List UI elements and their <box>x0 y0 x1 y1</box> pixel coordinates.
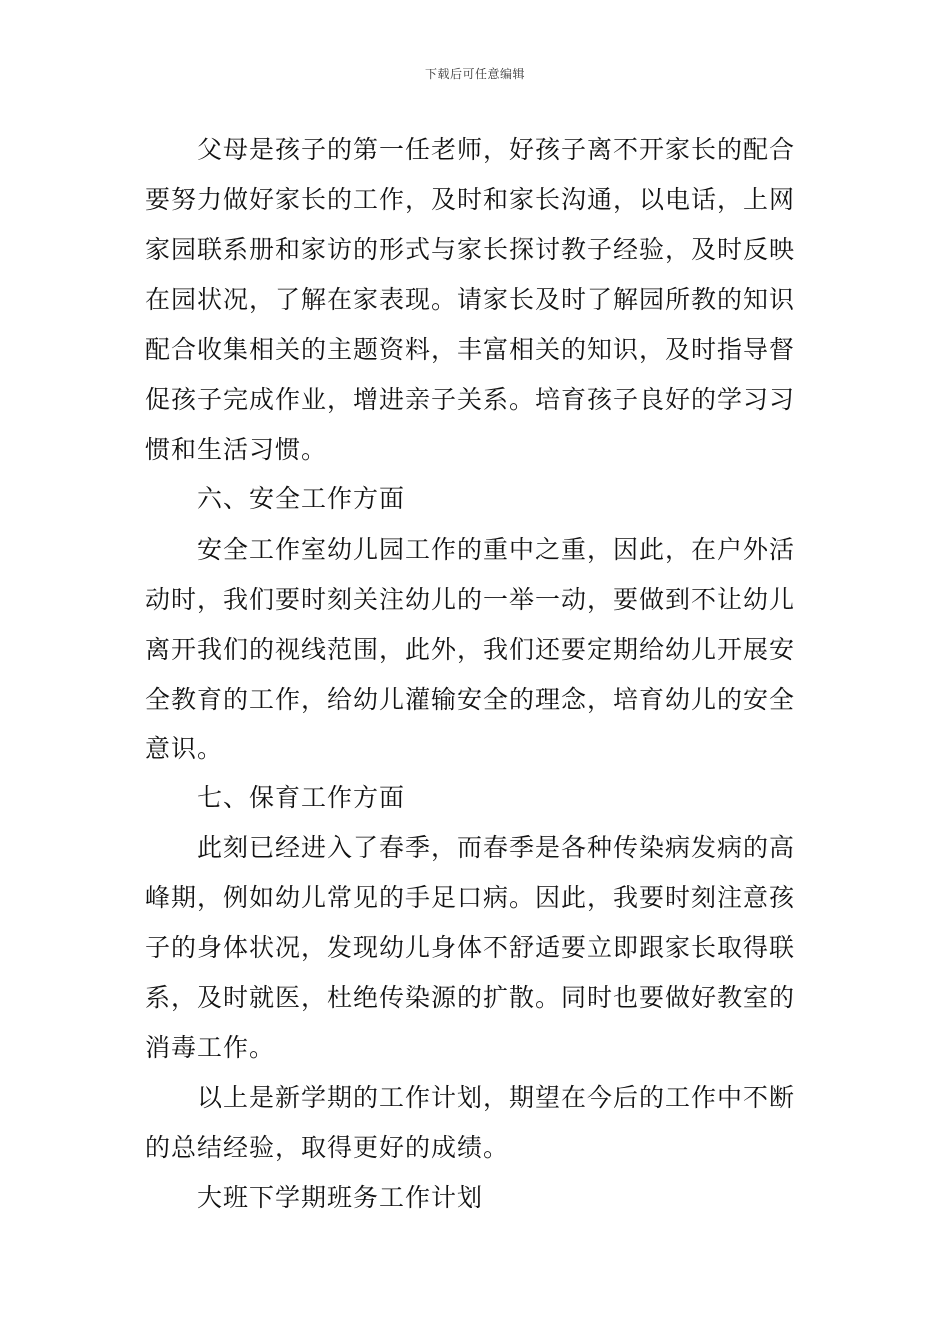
text-line: 消毒工作。 <box>145 1033 276 1062</box>
text-line: 系，及时就医，杜绝传染源的扩散。同时也要做好教室的 <box>145 983 796 1012</box>
text-line: 全教育的工作，给幼儿灌输安全的理念，培育幼儿的安全 <box>145 685 796 714</box>
text-line: 配合收集相关的主题资料，丰富相关的知识，及时指导督 <box>145 335 796 364</box>
text-line: 此刻已经进入了春季，而春季是各种传染病发病的高 <box>197 833 796 862</box>
text-line: 意识。 <box>145 734 224 763</box>
text-line: 的总结经验，取得更好的成绩。 <box>145 1133 510 1162</box>
section-heading-care: 七、保育工作方面 <box>197 783 406 812</box>
text-line: 父母是孩子的第一任老师，好孩子离不开家长的配合 <box>197 135 796 164</box>
text-line: 以上是新学期的工作计划，期望在今后的工作中不断 <box>197 1083 796 1112</box>
document-subtitle: 大班下学期班务工作计划 <box>197 1183 484 1212</box>
text-line: 动时，我们要时刻关注幼儿的一举一动，要做到不让幼儿 <box>145 585 796 614</box>
text-line: 在园状况，了解在家表现。请家长及时了解园所教的知识 <box>145 285 796 314</box>
text-line: 离开我们的视线范围，此外，我们还要定期给幼儿开展安 <box>145 635 796 664</box>
text-line: 促孩子完成作业，增进亲子关系。培育孩子良好的学习习 <box>145 385 796 414</box>
text-line: 子的身体状况，发现幼儿身体不舒适要立即跟家长取得联 <box>145 933 796 962</box>
text-line: 峰期，例如幼儿常见的手足口病。因此，我要时刻注意孩 <box>145 883 796 912</box>
text-line: 安全工作室幼儿园工作的重中之重，因此，在户外活 <box>197 535 796 564</box>
text-line: 要努力做好家长的工作，及时和家长沟通，以电话，上网 <box>145 185 796 214</box>
section-heading-safety: 六、安全工作方面 <box>197 484 406 513</box>
text-line: 惯和生活习惯。 <box>145 435 328 464</box>
text-line: 家园联系册和家访的形式与家长探讨教子经验，及时反映 <box>145 235 796 264</box>
page-header: 下载后可任意编辑 <box>424 67 525 81</box>
